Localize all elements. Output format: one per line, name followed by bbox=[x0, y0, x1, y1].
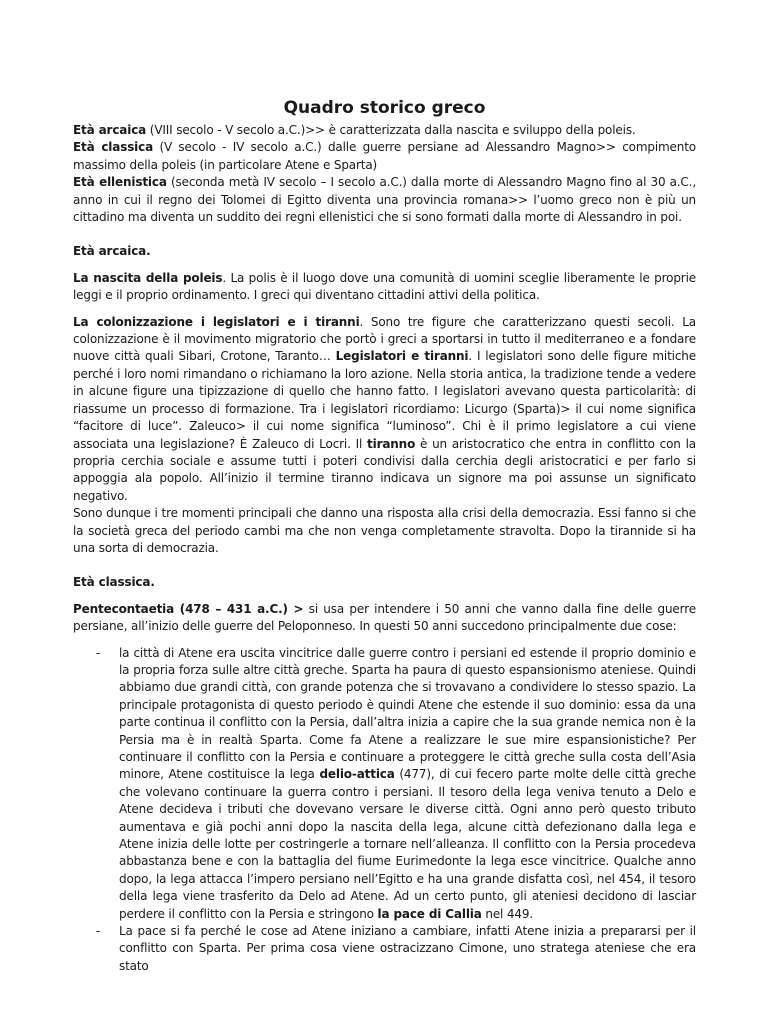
list-item-text: nel 449. bbox=[481, 906, 534, 921]
period-text: (VIII secolo - V secolo a.C.)>> è caratterizzata dalla nascita e sviluppo della poleis. bbox=[146, 123, 636, 137]
list-item-text: la città di Atene era uscita vincitrice dalle guerre contro i persiani ed estende il proprio dominio e la propria forza sulle altre città greche. Sparta ha paura di questo espansionismo ateniese. Quindi abbiamo due grandi città, con grande potenza che si trovavano a condividere lo stesso spazio. La principale protagonista di questo periodo è quindi Atene che estende il suo dominio: essa da una parte continua il conflitto con la Persia, dall’altra inizia a capire che la sua grande nemica non è la Persia ma è in realtà Sparta. Come fa Atene a realizzare le sue mire espansionistiche? Per continuare il conflitto con la Persia e continuare a proteggere le città greche sulla costa dell’Asia minore, Atene costituisce la lega bbox=[119, 645, 696, 782]
list-item-text: La pace si fa perché le cose ad Atene iniziano a cambiare, infatti Atene inizia a prepararsi per il conflitto con Sparta. Per prima cosa viene ostracizzano Cimone, uno stratega ateniese che era stato bbox=[119, 924, 696, 973]
paragraph-text: è un aristocratico che entra in conflitto con la propria cerchia sociale e assume tutti i poteri condivisi dalla cerchia degli aristocratici e per farlo si appoggia ala popolo. All’inizio il termine tiranno indicava un signore ma poi assunse un significato negativo. bbox=[73, 436, 696, 503]
list-item bbox=[73, 923, 696, 975]
period-text: (V secolo - IV secolo a.C.) dalle guerre persiane ad Alessandro Magno>> compimento massimo della poleis (in particolare Atene e Sparta) bbox=[73, 140, 696, 172]
paragraph-pentecontaetia bbox=[73, 601, 696, 636]
paragraph-text: . Sono tre figure che caratterizzano questi secoli. La colonizzazione è il movimento migratorio che portò i greci a sportarsi in tutto il mediterraneo e a fondare nuove città quali Sibari, Crotone, Taranto… bbox=[73, 314, 696, 364]
section-heading-arcaica: Età arcaica. bbox=[73, 244, 151, 259]
period-label: Età arcaica bbox=[73, 123, 147, 137]
period-text: (seconda metà IV secolo – I secolo a.C.) dalla morte di Alessandro Magno fino al 30 a.C., anno in cui il regno dei Tolomei di Egitto diventa una provincia romana>> l’uomo greco non è più un cittadino ma diventa un suddito dei regni ellenistici che si sono formati dalla morte di Alessandro in poi. bbox=[73, 175, 696, 225]
list-item bbox=[73, 645, 696, 924]
dash-list bbox=[73, 645, 696, 976]
list-item-bold: la pace di Callia bbox=[377, 906, 482, 921]
periods-overview bbox=[73, 122, 696, 226]
paragraph-summary: Sono dunque i tre momenti principali che danno una risposta alla crisi della democrazia. Essi fanno si che la società greca del periodo cambi ma che non venga completamente stravolta. Dopo la tirannide si ha una sorta di democrazia. bbox=[73, 506, 696, 555]
paragraph-text: si usa per intendere i 50 anni che vanno dalla fine delle guerre persiane, all’inizio delle guerre del Peloponneso. In questi 50 anni succedono principalmente due cose: bbox=[73, 601, 696, 634]
period-label: Età classica bbox=[73, 140, 154, 155]
paragraph-label: La colonizzazione i legislatori e i tiranni bbox=[73, 314, 360, 329]
period-arcaica bbox=[73, 122, 696, 139]
document-title: Quadro storico greco bbox=[283, 98, 486, 118]
list-bullet: - bbox=[96, 645, 101, 660]
list-item-bold: delio-attica bbox=[319, 767, 395, 782]
list-bullet: - bbox=[96, 924, 101, 939]
list-item-text: (477), di cui fecero parte molte delle città greche che volevano continuare la guerra contro i persiani. Il tesoro della lega veniva tenuto a Delo e Atene decideva i tributi che dovevano versare le diverse città. Ogni anno però questo tributo aumentava e già pochi anni dopo la nascita della lega, alcune città defezionano dalla lega e Atene inizia delle lotte per costringerle a tornare nell’alleanza. Il conflitto con la Persia procedeva abbastanza bene e con la battaglia del fiume Eurimedonte la lega esce vincitrice. Qualche anno dopo, la lega attacca l’impero persiano nell’Egitto e ha una grande disfatta così, nel 454, il tesoro della lega viene trasferito da Delo ad Atene. Ad un certo punto, gli ateniesi decidono di lasciar perdere il conflitto con la Persia e stringono bbox=[119, 767, 696, 921]
period-label: Età ellenistica bbox=[73, 175, 167, 190]
paragraph-label: Pentecontaetia (478 – 431 a.C.) > bbox=[73, 601, 304, 616]
period-classica bbox=[73, 139, 696, 174]
period-ellenistica bbox=[73, 174, 696, 226]
paragraph-text: . La polis è il luogo dove una comunità di uomini sceglie liberamente le proprie leggi e il proprio ordinamento. I greci qui diventano cittadini attivi della politica. bbox=[73, 270, 696, 303]
paragraph-colonizzazione bbox=[73, 314, 696, 505]
paragraph-label: tiranno bbox=[367, 436, 416, 451]
paragraph-label: Legislatori e tiranni bbox=[335, 349, 469, 364]
section-heading-classica: Età classica. bbox=[73, 575, 155, 590]
paragraph-label: La nascita della poleis bbox=[73, 270, 223, 285]
paragraph-text: . I legislatori sono delle figure mitiche perché i loro nomi rimandano o richiamano la loro azione. Nella storia antica, la tradizione tende a vedere in alcune figure una tipizzazione di quello che hanno fatto. I legislatori avevano questa particolarità: di riassume un processo di formazione. Tra i legislatori ricordiamo: Licurgo (Sparta)> il cui nome significa “facitore di luce”. Zaleuco> il cui nome significa “luminoso”. Chi è il primo legislatore a cui viene associata una legislazione? È Zaleuco di Locri. Il bbox=[73, 349, 696, 451]
paragraph-nascita-poleis bbox=[73, 270, 696, 305]
